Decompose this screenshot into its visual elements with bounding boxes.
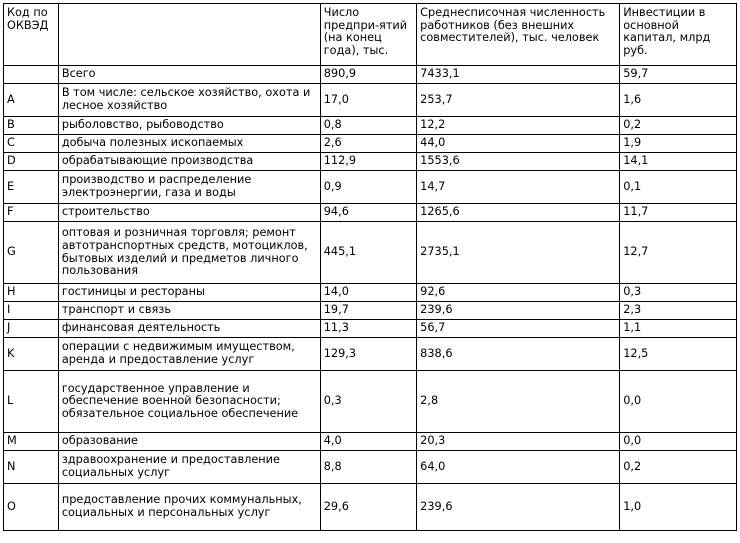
cell-code bbox=[4, 66, 59, 84]
cell-code: K bbox=[4, 338, 59, 371]
cell-enterprises: 890,9 bbox=[320, 66, 416, 84]
cell-name: В том числе: сельское хозяйство, охота и лесное хозяйство bbox=[58, 84, 320, 117]
cell-employees: 7433,1 bbox=[417, 66, 620, 84]
cell-investments: 11,7 bbox=[620, 204, 737, 222]
table-row bbox=[4, 320, 737, 338]
cell-employees: 92,6 bbox=[417, 284, 620, 302]
cell-enterprises: 445,1 bbox=[320, 222, 416, 284]
cell-investments: 12,7 bbox=[620, 222, 737, 284]
table-row bbox=[4, 84, 737, 117]
header-enterprises: Число предпри-ятий (на конец года), тыс. bbox=[320, 4, 416, 66]
cell-name: производство и распределение электроэнергии, газа и воды bbox=[58, 171, 320, 204]
cell-investments: 0,0 bbox=[620, 371, 737, 433]
cell-investments: 14,1 bbox=[620, 153, 737, 171]
cell-code: D bbox=[4, 153, 59, 171]
cell-enterprises: 112,9 bbox=[320, 153, 416, 171]
cell-employees: 20,3 bbox=[417, 433, 620, 451]
cell-investments: 59,7 bbox=[620, 66, 737, 84]
cell-employees: 1265,6 bbox=[417, 204, 620, 222]
cell-employees: 838,6 bbox=[417, 338, 620, 371]
cell-enterprises: 14,0 bbox=[320, 284, 416, 302]
cell-employees: 2735,1 bbox=[417, 222, 620, 284]
cell-name: добыча полезных ископаемых bbox=[58, 135, 320, 153]
table-row bbox=[4, 371, 737, 433]
cell-enterprises: 2,6 bbox=[320, 135, 416, 153]
cell-employees: 64,0 bbox=[417, 451, 620, 484]
cell-investments: 1,9 bbox=[620, 135, 737, 153]
cell-investments: 0,3 bbox=[620, 284, 737, 302]
table-row bbox=[4, 135, 737, 153]
cell-employees: 1553,6 bbox=[417, 153, 620, 171]
cell-investments: 12,5 bbox=[620, 338, 737, 371]
cell-code: C bbox=[4, 135, 59, 153]
cell-employees: 56,7 bbox=[417, 320, 620, 338]
cell-name: гостиницы и рестораны bbox=[58, 284, 320, 302]
cell-name: государственное управление и обеспечение военной безопасности; обязательное социальное обеспечение bbox=[58, 371, 320, 433]
table-row bbox=[4, 204, 737, 222]
cell-enterprises: 4,0 bbox=[320, 433, 416, 451]
cell-name: обрабатывающие производства bbox=[58, 153, 320, 171]
table-row bbox=[4, 153, 737, 171]
cell-name: предоставление прочих коммунальных, социальных и персональных услуг bbox=[58, 484, 320, 531]
cell-employees: 239,6 bbox=[417, 484, 620, 531]
cell-enterprises: 19,7 bbox=[320, 302, 416, 320]
header-investments: Инвестиции в основной капитал, млрд руб. bbox=[620, 4, 737, 66]
table-body bbox=[4, 66, 737, 531]
cell-employees: 2,8 bbox=[417, 371, 620, 433]
cell-investments: 0,2 bbox=[620, 451, 737, 484]
table-row bbox=[4, 171, 737, 204]
cell-code: I bbox=[4, 302, 59, 320]
cell-code: F bbox=[4, 204, 59, 222]
table-row bbox=[4, 222, 737, 284]
table-header bbox=[4, 4, 737, 66]
cell-code: E bbox=[4, 171, 59, 204]
cell-investments: 1,6 bbox=[620, 84, 737, 117]
cell-name: здравоохранение и предоставление социальных услуг bbox=[58, 451, 320, 484]
header-name bbox=[58, 4, 320, 66]
cell-enterprises: 0,3 bbox=[320, 371, 416, 433]
cell-investments: 0,2 bbox=[620, 117, 737, 135]
cell-employees: 44,0 bbox=[417, 135, 620, 153]
cell-enterprises: 0,8 bbox=[320, 117, 416, 135]
cell-name: образование bbox=[58, 433, 320, 451]
cell-code: J bbox=[4, 320, 59, 338]
table-row bbox=[4, 284, 737, 302]
table-row bbox=[4, 451, 737, 484]
cell-code: N bbox=[4, 451, 59, 484]
cell-enterprises: 11,3 bbox=[320, 320, 416, 338]
cell-enterprises: 129,3 bbox=[320, 338, 416, 371]
cell-name: оптовая и розничная торговля; ремонт автотранспортных средств, мотоциклов, бытовых изделий и предметов личного пользования bbox=[58, 222, 320, 284]
cell-code: A bbox=[4, 84, 59, 117]
statistics-table bbox=[3, 3, 737, 531]
header-code: Код по ОКВЭД bbox=[4, 4, 59, 66]
cell-name: строительство bbox=[58, 204, 320, 222]
cell-name: транспорт и связь bbox=[58, 302, 320, 320]
cell-code: B bbox=[4, 117, 59, 135]
cell-investments: 2,3 bbox=[620, 302, 737, 320]
table-row bbox=[4, 66, 737, 84]
cell-enterprises: 0,9 bbox=[320, 171, 416, 204]
cell-name: финансовая деятельность bbox=[58, 320, 320, 338]
cell-name: рыболовство, рыбоводство bbox=[58, 117, 320, 135]
cell-enterprises: 94,6 bbox=[320, 204, 416, 222]
cell-investments: 1,0 bbox=[620, 484, 737, 531]
cell-employees: 253,7 bbox=[417, 84, 620, 117]
cell-investments: 0,1 bbox=[620, 171, 737, 204]
cell-code: H bbox=[4, 284, 59, 302]
cell-name: Всего bbox=[58, 66, 320, 84]
table-row bbox=[4, 302, 737, 320]
cell-code: O bbox=[4, 484, 59, 531]
cell-name: операции с недвижимым имуществом, аренда и предоставление услуг bbox=[58, 338, 320, 371]
cell-code: L bbox=[4, 371, 59, 433]
cell-employees: 14,7 bbox=[417, 171, 620, 204]
cell-employees: 239,6 bbox=[417, 302, 620, 320]
cell-enterprises: 17,0 bbox=[320, 84, 416, 117]
table-row bbox=[4, 338, 737, 371]
cell-enterprises: 8,8 bbox=[320, 451, 416, 484]
cell-investments: 1,1 bbox=[620, 320, 737, 338]
cell-employees: 12,2 bbox=[417, 117, 620, 135]
cell-code: G bbox=[4, 222, 59, 284]
cell-investments: 0,0 bbox=[620, 433, 737, 451]
header-row bbox=[4, 4, 737, 66]
cell-enterprises: 29,6 bbox=[320, 484, 416, 531]
table-row bbox=[4, 117, 737, 135]
cell-code: M bbox=[4, 433, 59, 451]
header-employees: Среднесписочная численность работников (без внешних совместителей), тыс. человек bbox=[417, 4, 620, 66]
table-row bbox=[4, 484, 737, 531]
table-row bbox=[4, 433, 737, 451]
